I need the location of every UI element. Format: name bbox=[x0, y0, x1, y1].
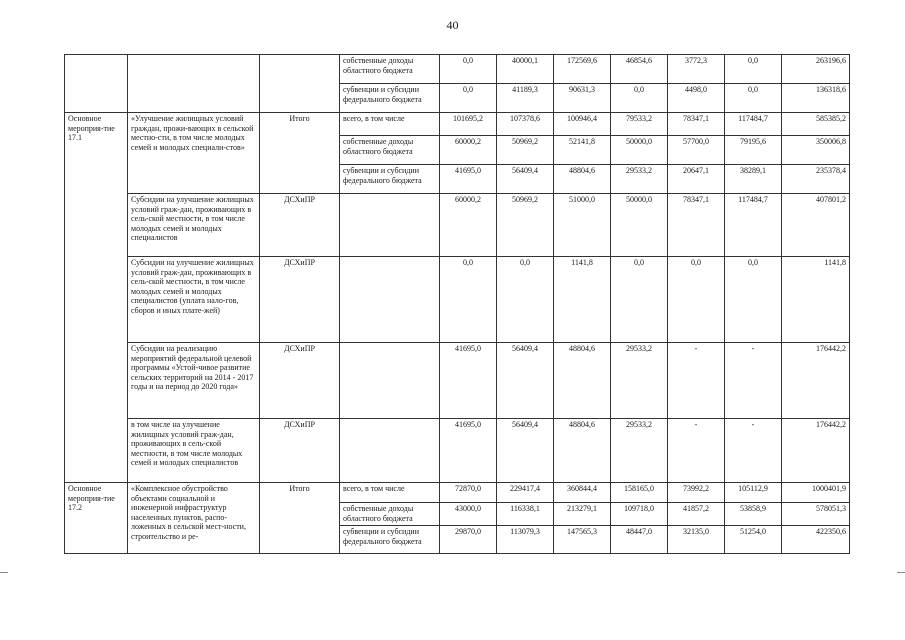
value-cell: 360844,4 bbox=[554, 483, 611, 503]
source-cell bbox=[340, 194, 440, 257]
value-cell: 50000,0 bbox=[611, 136, 668, 165]
event-cell bbox=[65, 55, 128, 113]
value-cell: 79533,2 bbox=[611, 113, 668, 136]
value-cell: 38289,1 bbox=[725, 165, 782, 194]
source-cell: собственные доходы областного бюджета bbox=[340, 136, 440, 165]
value-cell: 56409,4 bbox=[497, 165, 554, 194]
name-cell: Субсидии на реализацию мероприятий федеральной целевой программы «Устой-чивое развитие сельских территорий на 2014 - 2017 годы и на период до 2020 года» bbox=[128, 343, 260, 419]
event-cell: Основное мероприя-тие 17.2 bbox=[65, 483, 128, 554]
value-cell: 0,0 bbox=[668, 257, 725, 343]
responsible-cell: Итого bbox=[260, 483, 340, 554]
value-cell: 56409,4 bbox=[497, 419, 554, 483]
value-cell: 29533,2 bbox=[611, 343, 668, 419]
value-cell: 107378,6 bbox=[497, 113, 554, 136]
scan-edge-mark bbox=[0, 572, 8, 573]
value-cell: 0,0 bbox=[440, 257, 497, 343]
scan-edge-mark bbox=[897, 572, 905, 573]
total-cell: 407801,2 bbox=[782, 194, 850, 257]
value-cell: 56409,4 bbox=[497, 343, 554, 419]
total-cell: 235378,4 bbox=[782, 165, 850, 194]
value-cell: 57700,0 bbox=[668, 136, 725, 165]
value-cell: 60000,2 bbox=[440, 194, 497, 257]
source-cell: собственные доходы областного бюджета bbox=[340, 55, 440, 84]
responsible-cell: Итого bbox=[260, 113, 340, 194]
responsible-cell: ДСХиПР bbox=[260, 419, 340, 483]
source-cell: субвенции и субсидии федерального бюджета bbox=[340, 165, 440, 194]
source-cell bbox=[340, 419, 440, 483]
total-cell: 136318,6 bbox=[782, 84, 850, 113]
value-cell: 1141,8 bbox=[554, 257, 611, 343]
value-cell: 229417,4 bbox=[497, 483, 554, 503]
value-cell: 48447,0 bbox=[611, 526, 668, 554]
value-cell: 0,0 bbox=[725, 257, 782, 343]
value-cell: 78347,1 bbox=[668, 113, 725, 136]
source-cell bbox=[340, 257, 440, 343]
total-cell: 176442,2 bbox=[782, 343, 850, 419]
name-cell bbox=[128, 55, 260, 113]
total-cell: 578051,3 bbox=[782, 503, 850, 526]
value-cell: 48804,6 bbox=[554, 343, 611, 419]
responsible-cell bbox=[260, 55, 340, 113]
value-cell: 73992,2 bbox=[668, 483, 725, 503]
value-cell: 105112,9 bbox=[725, 483, 782, 503]
value-cell: 52141,8 bbox=[554, 136, 611, 165]
value-cell: 213279,1 bbox=[554, 503, 611, 526]
table-row bbox=[65, 483, 850, 503]
name-cell: Субсидии на улучшение жилищных условий граж-дан, проживающих в сель-ской местности, в том числе молодых семей и молодых специалистов (уплата нало-гов, сборов и иных плате-жей) bbox=[128, 257, 260, 343]
source-cell: субвенции и субсидии федерального бюджета bbox=[340, 84, 440, 113]
value-cell: 29533,2 bbox=[611, 165, 668, 194]
total-cell: 350006,8 bbox=[782, 136, 850, 165]
value-cell: 100946,4 bbox=[554, 113, 611, 136]
value-cell: 29870,0 bbox=[440, 526, 497, 554]
value-cell: 32135,0 bbox=[668, 526, 725, 554]
table-row bbox=[65, 113, 850, 136]
value-cell: 46854,6 bbox=[611, 55, 668, 84]
table-row bbox=[65, 55, 850, 84]
value-cell: 41189,3 bbox=[497, 84, 554, 113]
value-cell: 50969,2 bbox=[497, 136, 554, 165]
total-cell: 176442,2 bbox=[782, 419, 850, 483]
value-cell: 50000,0 bbox=[611, 194, 668, 257]
value-cell: 0,0 bbox=[611, 84, 668, 113]
total-cell: 263196,6 bbox=[782, 55, 850, 84]
source-cell: всего, в том числе bbox=[340, 113, 440, 136]
value-cell: 60000,2 bbox=[440, 136, 497, 165]
source-cell: субвенции и субсидии федерального бюджета bbox=[340, 526, 440, 554]
value-cell: 29533,2 bbox=[611, 419, 668, 483]
responsible-cell: ДСХиПР bbox=[260, 257, 340, 343]
value-cell: - bbox=[668, 419, 725, 483]
value-cell: 20647,1 bbox=[668, 165, 725, 194]
page-number: 40 bbox=[446, 18, 459, 32]
value-cell: 48804,6 bbox=[554, 165, 611, 194]
value-cell: 113079,3 bbox=[497, 526, 554, 554]
value-cell: 101695,2 bbox=[440, 113, 497, 136]
total-cell: 1000401,9 bbox=[782, 483, 850, 503]
value-cell: 41695,0 bbox=[440, 419, 497, 483]
value-cell: 3772,3 bbox=[668, 55, 725, 84]
value-cell: 0,0 bbox=[440, 55, 497, 84]
name-cell: «Улучшение жилищных условий граждан, прожи-вающих в сельской местно-сти, в том числе молодых семей и молодых специали-стов» bbox=[128, 113, 260, 194]
event-cell: Основное мероприя-тие 17.1 bbox=[65, 113, 128, 483]
value-cell: 172569,6 bbox=[554, 55, 611, 84]
value-cell: 40000,1 bbox=[497, 55, 554, 84]
name-cell: Субсидии на улучшение жилищных условий граж-дан, проживающих в сель-ской местности, в том числе молодых семей и молодых специалистов bbox=[128, 194, 260, 257]
value-cell: 51254,0 bbox=[725, 526, 782, 554]
budget-table bbox=[64, 54, 850, 554]
value-cell: - bbox=[725, 343, 782, 419]
source-cell: собственные доходы областного бюджета bbox=[340, 503, 440, 526]
total-cell: 422350,6 bbox=[782, 526, 850, 554]
table-row bbox=[65, 257, 850, 343]
value-cell: 41695,0 bbox=[440, 165, 497, 194]
responsible-cell: ДСХиПР bbox=[260, 194, 340, 257]
value-cell: 0,0 bbox=[497, 257, 554, 343]
responsible-cell: ДСХиПР bbox=[260, 343, 340, 419]
value-cell: 158165,0 bbox=[611, 483, 668, 503]
table-row bbox=[65, 419, 850, 483]
value-cell: - bbox=[668, 343, 725, 419]
value-cell: 117484,7 bbox=[725, 194, 782, 257]
value-cell: 41695,0 bbox=[440, 343, 497, 419]
value-cell: 78347,1 bbox=[668, 194, 725, 257]
source-cell bbox=[340, 343, 440, 419]
value-cell: 48804,6 bbox=[554, 419, 611, 483]
value-cell: 50969,2 bbox=[497, 194, 554, 257]
value-cell: 116338,1 bbox=[497, 503, 554, 526]
value-cell: 109718,0 bbox=[611, 503, 668, 526]
value-cell: 0,0 bbox=[725, 84, 782, 113]
value-cell: 90631,3 bbox=[554, 84, 611, 113]
value-cell: 117484,7 bbox=[725, 113, 782, 136]
total-cell: 1141,8 bbox=[782, 257, 850, 343]
value-cell: 147565,3 bbox=[554, 526, 611, 554]
name-cell: «Комплексное обустройство объектами социальной и инженерной инфраструктур населенных пунктов, распо-ложенных в сельской мест-ности, строительство и ре- bbox=[128, 483, 260, 554]
value-cell: 41857,2 bbox=[668, 503, 725, 526]
table-row bbox=[65, 343, 850, 419]
table-row bbox=[65, 194, 850, 257]
name-cell: в том числе на улучшение жилищных условий граж-дан, проживающих в сель-ской местности, в том числе молодых семей и молодых специалистов bbox=[128, 419, 260, 483]
value-cell: 0,0 bbox=[725, 55, 782, 84]
value-cell: 53858,9 bbox=[725, 503, 782, 526]
value-cell: 4498,0 bbox=[668, 84, 725, 113]
source-cell: всего, в том числе bbox=[340, 483, 440, 503]
value-cell: - bbox=[725, 419, 782, 483]
value-cell: 72870,0 bbox=[440, 483, 497, 503]
value-cell: 79195,6 bbox=[725, 136, 782, 165]
value-cell: 43000,0 bbox=[440, 503, 497, 526]
value-cell: 0,0 bbox=[611, 257, 668, 343]
value-cell: 51000,0 bbox=[554, 194, 611, 257]
total-cell: 585385,2 bbox=[782, 113, 850, 136]
value-cell: 0,0 bbox=[440, 84, 497, 113]
